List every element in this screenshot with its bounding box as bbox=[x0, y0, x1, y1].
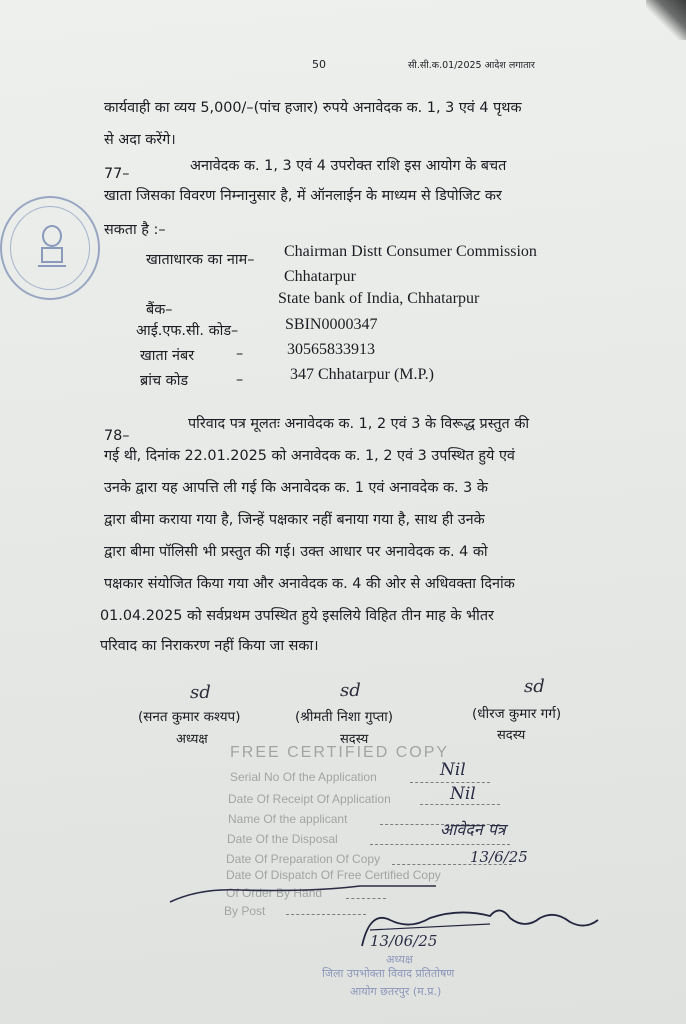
handwritten-preparation: 13/6/25 bbox=[470, 848, 528, 866]
stamp-row: Serial No Of the Application bbox=[230, 770, 377, 784]
page-corner-shadow bbox=[646, 0, 686, 40]
account-holder-value: Chairman Distt Consumer Commission bbox=[284, 243, 537, 260]
bank-label: बैंक– bbox=[146, 302, 173, 318]
stamp-fill-line bbox=[420, 804, 500, 805]
para-77-line: सकता है :– bbox=[104, 222, 166, 238]
case-reference: सी.सी.क.01/2025 आदेश लगातार bbox=[408, 60, 535, 71]
account-holder-label: खाताधारक का नाम– bbox=[146, 252, 255, 268]
handwritten-receipt: Nil bbox=[450, 784, 476, 804]
branch-code-label: ब्रांच कोड bbox=[140, 373, 189, 389]
stamp-row: Name Of the applicant bbox=[228, 812, 348, 826]
officer-signature bbox=[350, 900, 610, 960]
para-78-line: परिवाद पत्र मूलतः अनावेदक क. 1, 2 एवं 3 के विरूद्ध प्रस्तुत की bbox=[188, 416, 530, 432]
office-seal-line: आयोग छतरपुर (म.प्र.) bbox=[350, 985, 442, 998]
page-number: 50 bbox=[312, 58, 326, 71]
commission-seal bbox=[0, 196, 100, 300]
signatory-role-member: सदस्य bbox=[340, 732, 369, 747]
stamp-fill-line bbox=[370, 844, 510, 845]
signature-mark: sd bbox=[524, 676, 545, 697]
stamp-fill-line bbox=[410, 782, 490, 783]
ifsc-value: SBIN0000347 bbox=[285, 316, 378, 333]
stamp-row: Of Order By Hand bbox=[226, 886, 323, 900]
stamp-row: Date Of Preparation Of Copy bbox=[226, 852, 381, 866]
para-78-line: द्वारा बीमा पॉलिसी भी प्रस्तुत की गई। उक्त आधार पर अनावेदक क. 4 को bbox=[104, 544, 488, 560]
prev-para-line: कार्यवाही का व्यय 5,000/–(पांच हजार) रुपये अनावेदक क. 1, 3 एवं 4 पृथक bbox=[104, 100, 522, 116]
stamp-row: Date Of the Disposal bbox=[227, 832, 338, 846]
para-78-line: 01.04.2025 को सर्वप्रथम उपस्थित हुये इसलिये विहित तीन माह के भीतर bbox=[100, 608, 494, 624]
para-78-line: पक्षकार संयोजित किया गया और अनावेदक क. 4 की ओर से अधिवक्ता दिनांक bbox=[104, 576, 515, 592]
para-78-number: 78– bbox=[104, 428, 130, 444]
signatory-role-president: अध्यक्ष bbox=[176, 732, 208, 747]
para-77-line: अनावेदक क. 1, 3 एवं 4 उपरोक्त राशि इस आयोग के बचत bbox=[190, 158, 507, 174]
handwritten-serial: Nil bbox=[440, 760, 466, 780]
para-78-line: परिवाद का निराकरण नहीं किया जा सका। bbox=[100, 638, 319, 654]
handwritten-disposal: आवेदन पत्र bbox=[440, 820, 506, 839]
office-seal-line: अध्यक्ष bbox=[386, 953, 413, 966]
account-number-label: खाता नंबर bbox=[140, 348, 195, 364]
ifsc-label: आई.एफ.सी. कोड– bbox=[136, 323, 239, 339]
prev-para-line: से अदा करेंगे। bbox=[104, 132, 176, 148]
signatory-name-member-2: (धीरज कुमार गर्ग) bbox=[472, 706, 562, 722]
account-holder-value: Chhatarpur bbox=[284, 268, 356, 285]
signatory-role-member-2: सदस्य bbox=[497, 728, 526, 743]
account-number-value: 30565833913 bbox=[287, 341, 375, 358]
para-78-line: द्वारा बीमा कराया गया है, जिन्हें पक्षकार नहीं बनाया गया है, साथ ही उनके bbox=[104, 512, 485, 528]
para-77-line: खाता जिसका विवरण निम्नानुसार है, में ऑनलाईन के माध्यम से डिपोजिट कर bbox=[104, 188, 502, 204]
signature-mark: sd bbox=[340, 680, 361, 701]
emblem-icon bbox=[32, 222, 72, 270]
office-seal-line: जिला उपभोक्ता विवाद प्रतितोषण bbox=[322, 967, 455, 980]
signatory-name-president: (सनत कुमार कश्यप) bbox=[138, 709, 241, 725]
branch-code-value: 347 Chhatarpur (M.P.) bbox=[290, 366, 434, 383]
account-number-dash: – bbox=[236, 346, 244, 362]
signatory-name-member: (श्रीमती निशा गुप्ता) bbox=[295, 709, 394, 725]
certified-copy-stamp-title: FREE CERTIFIED COPY bbox=[230, 744, 450, 761]
para-78-line: उनके द्वारा यह आपत्ति ली गई कि अनावेदक क. 1 एवं अनावदेक क. 3 के bbox=[104, 480, 488, 496]
stamp-row: Date Of Dispatch Of Free Certified Copy bbox=[226, 868, 441, 882]
stamp-row: By Post bbox=[224, 904, 266, 918]
branch-code-dash: – bbox=[236, 372, 244, 388]
handwritten-date: 13/06/25 bbox=[370, 932, 438, 950]
signature-mark: sd bbox=[190, 682, 211, 703]
para-77-number: 77– bbox=[104, 166, 130, 182]
bank-value: State bank of India, Chhatarpur bbox=[278, 290, 480, 307]
stamp-row: Date Of Receipt Of Application bbox=[228, 792, 391, 806]
para-78-line: गई थी, दिनांक 22.01.2025 को अनावेदक क. 1, 2 एवं 3 उपस्थित हुये एवं bbox=[104, 448, 515, 464]
